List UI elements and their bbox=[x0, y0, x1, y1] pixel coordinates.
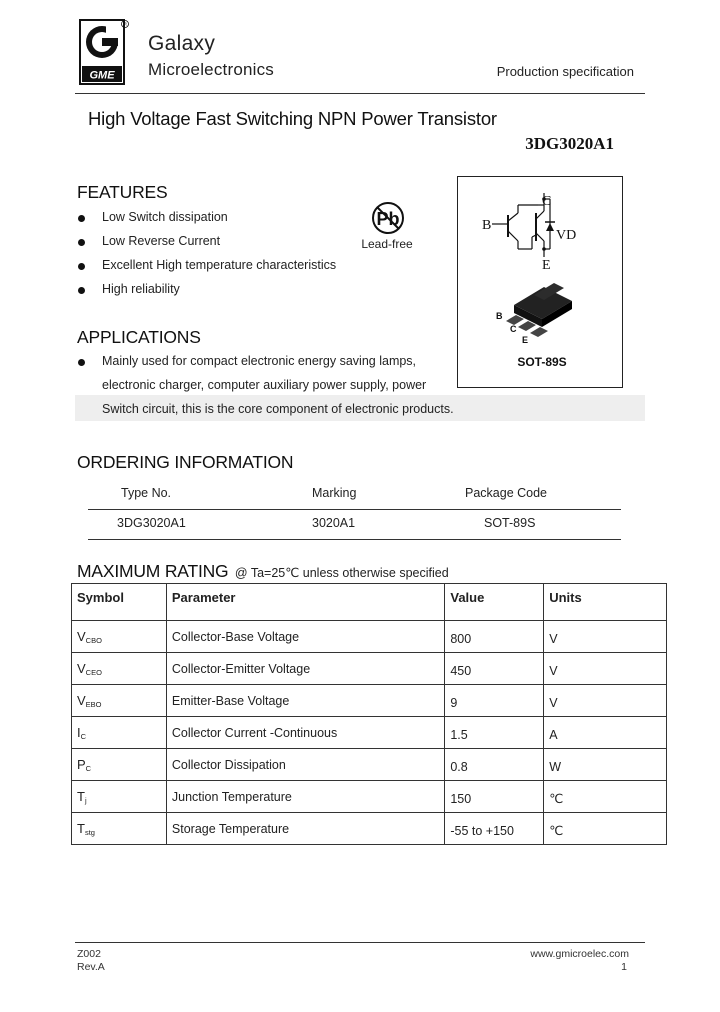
ordering-col-package: Package Code bbox=[465, 486, 548, 500]
pin-c-label: C bbox=[542, 194, 552, 209]
revision: Rev.A bbox=[77, 961, 105, 973]
ordering-marking-value: 3020A1 bbox=[312, 516, 356, 530]
pb-symbol: Pb bbox=[376, 209, 400, 229]
parameter-cell: Storage Temperature bbox=[166, 813, 444, 845]
table-row bbox=[72, 781, 667, 813]
parameter-cell: Collector-Base Voltage bbox=[166, 621, 444, 653]
ordering-col-type: Type No. bbox=[121, 486, 172, 500]
parameter-cell: Collector Dissipation bbox=[166, 749, 444, 781]
website-link[interactable]: www.gmicroelec.com bbox=[530, 948, 629, 960]
page-title: High Voltage Fast Switching NPN Power Transistor bbox=[88, 108, 497, 129]
value-cell: 800 bbox=[445, 621, 544, 653]
lead-free-label: Lead-free bbox=[361, 237, 413, 251]
brand-subtitle: Microelectronics bbox=[148, 60, 275, 79]
symbol-cell: $V_{EBO}$ bbox=[72, 685, 167, 717]
symbol-cell: $I_C$ bbox=[72, 717, 167, 749]
unit-cell: A bbox=[544, 717, 667, 749]
unit-cell: V bbox=[544, 653, 667, 685]
header-divider bbox=[75, 93, 645, 94]
value-cell: -55 to +150 bbox=[445, 813, 544, 845]
ordering-bottom-rule bbox=[88, 539, 621, 540]
company-logo bbox=[78, 18, 130, 86]
col-units: Units bbox=[544, 584, 667, 621]
brand-name: Galaxy bbox=[148, 32, 216, 55]
diode-label: VD bbox=[556, 228, 577, 243]
pin-e-label: E bbox=[542, 258, 551, 273]
part-number: 3DG3020A1 bbox=[525, 134, 614, 153]
max-rating-heading: MAXIMUM RATING @ Ta=25℃ unless otherwise specified bbox=[77, 561, 449, 581]
symbol-cell: $T_{stg}$ bbox=[72, 813, 167, 845]
pin-b-label: B bbox=[482, 218, 492, 233]
ordering-divider bbox=[88, 509, 621, 510]
unit-cell: W bbox=[544, 749, 667, 781]
value-cell: 450 bbox=[445, 653, 544, 685]
col-parameter: Parameter bbox=[166, 584, 444, 621]
parameter-cell: Emitter-Base Voltage bbox=[166, 685, 444, 717]
symbol-cell: $V_{CBO}$ bbox=[72, 621, 167, 653]
value-cell: 1.5 bbox=[445, 717, 544, 749]
value-cell: 9 bbox=[445, 685, 544, 717]
applications-heading: APPLICATIONS bbox=[77, 327, 201, 347]
parameter-cell: Collector-Emitter Voltage bbox=[166, 653, 444, 685]
value-cell: 150 bbox=[445, 781, 544, 813]
col-value: Value bbox=[445, 584, 544, 621]
parameter-cell: Collector Current -Continuous bbox=[166, 717, 444, 749]
table-row bbox=[72, 717, 667, 749]
unit-cell: V bbox=[544, 685, 667, 717]
pkg-pin-b: B bbox=[496, 311, 503, 321]
unit-cell: ℃ bbox=[544, 813, 667, 845]
symbol-cell: $P_C$ bbox=[72, 749, 167, 781]
features-heading: FEATURES bbox=[77, 182, 168, 202]
doc-code: Z002 bbox=[77, 948, 101, 960]
ordering-col-marking: Marking bbox=[312, 486, 357, 500]
package-diagram bbox=[457, 176, 623, 388]
max-rating-table bbox=[71, 583, 667, 845]
pkg-pin-e: E bbox=[522, 335, 529, 345]
table-row bbox=[72, 685, 667, 717]
table-row bbox=[72, 653, 667, 685]
ordering-package-value: SOT-89S bbox=[484, 516, 536, 530]
lead-free-badge bbox=[358, 198, 420, 254]
symbol-cell: $T_j$ bbox=[72, 781, 167, 813]
col-symbol: Symbol bbox=[72, 584, 167, 621]
symbol-cell: $V_{CEO}$ bbox=[72, 653, 167, 685]
unit-cell: ℃ bbox=[544, 781, 667, 813]
unit-cell: V bbox=[544, 621, 667, 653]
table-row bbox=[72, 621, 667, 653]
value-cell: 0.8 bbox=[445, 749, 544, 781]
document-type: Production specification bbox=[496, 64, 634, 79]
ordering-heading: ORDERING INFORMATION bbox=[77, 452, 294, 472]
pkg-pin-c: C bbox=[510, 324, 517, 334]
page-number: 1 bbox=[621, 961, 627, 973]
table-header-row bbox=[72, 584, 667, 621]
max-rating-condition: @ Ta=25℃ unless otherwise specified bbox=[234, 566, 449, 580]
table-row bbox=[72, 813, 667, 845]
svg-text:R: R bbox=[123, 21, 127, 27]
footer-divider bbox=[75, 942, 645, 943]
ordering-type-value: 3DG3020A1 bbox=[117, 516, 186, 530]
table-row bbox=[72, 749, 667, 781]
package-name: SOT-89S bbox=[517, 355, 567, 369]
logo-letters: GME bbox=[89, 69, 115, 82]
parameter-cell: Junction Temperature bbox=[166, 781, 444, 813]
